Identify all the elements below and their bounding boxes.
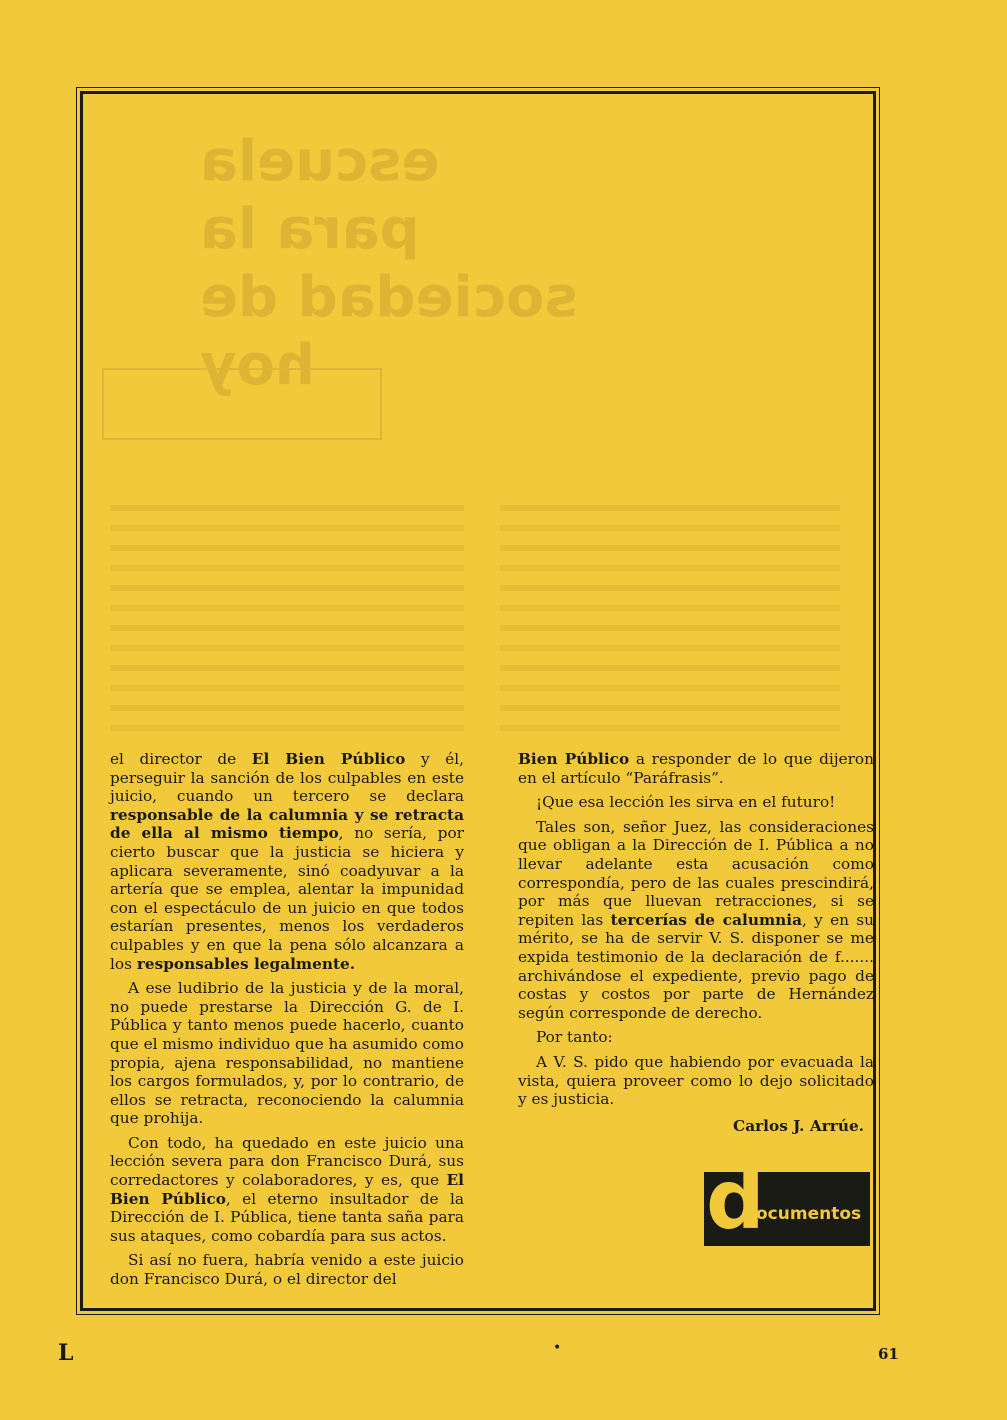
paragraph xyxy=(110,750,464,973)
show-through-text xyxy=(500,505,840,735)
paragraph xyxy=(110,1251,464,1288)
show-through-box xyxy=(102,368,382,440)
text-run: Por tanto: xyxy=(536,1028,613,1047)
text-run: A V. S. pido que habiendo por evacuada la vista, quiera proveer como lo dejo solicitado y es justicia. xyxy=(518,1052,874,1109)
bold-run: El Bien Público xyxy=(251,750,406,768)
right-paragraphs xyxy=(518,750,874,1109)
paragraph xyxy=(518,793,874,812)
show-through-title-line: sociedad de hoy xyxy=(200,265,578,398)
badge-initial: d xyxy=(706,1153,765,1248)
text-run: a responder de lo que dijeron en el artículo “Paráfrasis”. xyxy=(518,750,874,787)
text-run: y él, perseguir la sanción de los culpables en este juicio, cuando un tercero se declara xyxy=(110,750,464,806)
text-run: Si así no fuera, habría venido a este juicio don Francisco Durá, o el director del xyxy=(110,1251,464,1289)
paragraph xyxy=(110,979,464,1128)
badge-word: ocumentos xyxy=(756,1204,862,1224)
bold-run: tercerías de calumnia xyxy=(610,910,802,929)
text-run: Tales son, señor Juez, las consideraciones que obligan a la Dirección de I. Pública a no llevar adelante esta acusación como correspondía, pero de las cuales prescindirá, por más que lluevan retracciones, si se repiten las xyxy=(518,817,874,929)
text-run: , no sería, por cierto buscar que la justicia se hiciera y aplicara severamente, sinó coadyuvar a la artería que se emplea, alentar la impunidad con el espectáculo de un juicio en que todos estarían presentes, menos los verdaderos culpables y en que la pena sólo alcanzara a los xyxy=(110,824,464,973)
center-dot: • xyxy=(553,1340,562,1356)
bold-run: Bien Público xyxy=(518,750,630,768)
paragraph xyxy=(518,1053,874,1109)
corner-mark: L xyxy=(58,1340,74,1366)
text-run: , el eterno insultador de la Dirección de I. Pública, tiene tanta saña para sus ataques, como cobardía para sus actos. xyxy=(110,1189,464,1245)
show-through-text xyxy=(110,505,464,735)
text-run: Con todo, ha quedado en este juicio una lección severa para don Francisco Durá, sus corredactores y colaboradores, y es, que xyxy=(110,1133,464,1190)
signature: Carlos J. Arrúe. xyxy=(733,1116,864,1135)
show-through-title-line: escuela xyxy=(200,129,440,194)
text-run: el director de xyxy=(110,750,252,768)
bold-run: El Bien Público xyxy=(110,1171,464,1208)
bold-run: responsable de la calumnia y se retracta de ella al mismo tiempo xyxy=(110,805,464,843)
documentos-badge xyxy=(704,1153,870,1248)
page-number: 61 xyxy=(878,1345,899,1363)
left-column xyxy=(110,750,464,1295)
bold-run: responsables legalmente. xyxy=(136,954,356,973)
paragraph xyxy=(518,1028,874,1047)
show-through-title-line: para la xyxy=(200,197,420,262)
paragraph xyxy=(518,750,874,787)
show-through-title xyxy=(200,128,620,400)
right-column xyxy=(518,750,874,1135)
text-run: A ese ludibrio de la justicia y de la moral, no puede prestarse la Dirección G. de I. Pública y tanto menos puede hacerlo, cuanto que el mismo individuo que ha asumido como propia, ajena responsabilidad, no mantiene los cargos formulados, y, por lo contrario, de ellos se retracta, reconociendo la calumnia que prohija. xyxy=(110,979,464,1128)
text-run: , y en su mérito, se ha de servir V. S. disponer se me expida testimonio de la declaración de f....... archivándose el expediente, previo pago de costas y costos por parte de Hernández según corresponde de derecho. xyxy=(518,910,874,1022)
paragraph xyxy=(110,1134,464,1246)
paragraph xyxy=(518,818,874,1023)
text-run: ¡Que esa lección les sirva en el futuro! xyxy=(536,793,836,812)
